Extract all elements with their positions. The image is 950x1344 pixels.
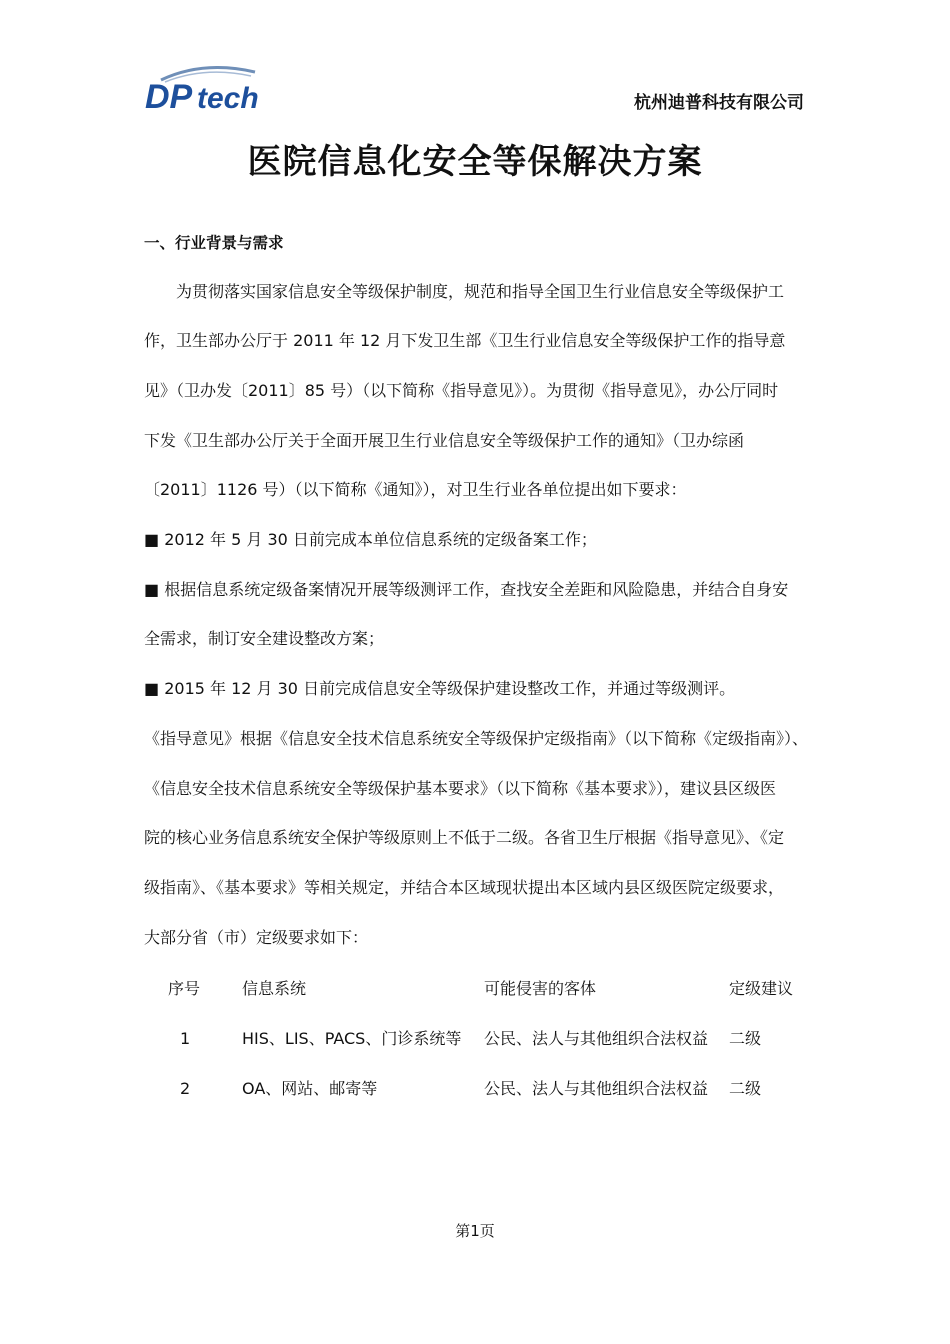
paragraph-line: 全需求，制订安全建设整改方案； — [144, 629, 385, 648]
paragraph-line: 为贯彻落实国家信息安全等级保护制度，规范和指导全国卫生行业信息安全等级保护工 — [176, 282, 785, 301]
table-row — [144, 1028, 824, 1078]
header-cell-object: 可能侵害的客体 — [484, 979, 597, 998]
bullet-item: ■ 2012 年 5 月 30 日前完成本单位信息系统的定级备案工作； — [144, 530, 597, 549]
bullet-item: ■ 根据信息系统定级备案情况开展等级测评工作，查找安全差距和风险隐患，并结合自身安 — [144, 580, 789, 599]
paragraph-line: 〔2011〕1126 号）（以下简称《通知》），对卫生行业各单位提出如下要求： — [144, 480, 687, 499]
company-name: 杭州迪普科技有限公司 — [634, 93, 804, 113]
table-cell: 二级 — [729, 1029, 762, 1048]
paragraph-line: 见》（卫办发〔2011〕85 号）（以下简称《指导意见》）。为贯彻《指导意见》，办公厅同时 — [144, 381, 779, 400]
table-row — [144, 1078, 824, 1128]
paragraph-line: 《指导意见》根据《信息安全技术信息系统安全等级保护定级指南》（以下简称《定级指南》）、 — [144, 729, 809, 748]
table-cell: 公民、法人与其他组织合法权益 — [484, 1029, 709, 1048]
page-number: 第1页 — [455, 1222, 495, 1240]
dptech-logo — [143, 66, 261, 112]
paragraph-line: 《信息安全技术信息系统安全等级保护基本要求》（以下简称《基本要求》），建议县区级医 — [144, 779, 777, 798]
table-cell: HIS、LIS、PACS、门诊系统等 — [242, 1029, 462, 1048]
paragraph-line: 院的核心业务信息系统安全保护等级原则上不低于二级。各省卫生厅根据《指导意见》、《定 — [144, 828, 785, 847]
section-heading: 一、行业背景与需求 — [144, 234, 284, 252]
document-title: 医院信息化安全等保解决方案 — [247, 142, 703, 182]
paragraph-line: 作，卫生部办公厅于 2011 年 12 月下发卫生部《卫生行业信息安全等级保护工作的指导意 — [144, 331, 786, 350]
table-cell: 2 — [180, 1079, 191, 1098]
paragraph-line: 级指南》、《基本要求》等相关规定，并结合本区域现状提出本区域内县区级医院定级要求， — [144, 878, 785, 897]
grading-table — [144, 978, 824, 1128]
bullet-item: ■ 2015 年 12 月 30 日前完成信息安全等级保护建设整改工作，并通过等级测评。 — [144, 679, 736, 698]
svg-text:tech: tech — [197, 82, 259, 112]
svg-text:DP: DP — [145, 78, 193, 112]
table-header-row — [144, 978, 824, 1028]
paragraph-line: 下发《卫生部办公厅关于全面开展卫生行业信息安全等级保护工作的通知》（卫办综函 — [144, 431, 745, 450]
table-cell: 1 — [180, 1029, 191, 1048]
header-cell-index: 序号 — [168, 979, 201, 998]
table-cell: 公民、法人与其他组织合法权益 — [484, 1079, 709, 1098]
header-cell-system: 信息系统 — [242, 979, 307, 998]
table-cell: OA、网站、邮寄等 — [242, 1079, 378, 1098]
header-cell-level: 定级建议 — [729, 979, 794, 998]
table-cell: 二级 — [729, 1079, 762, 1098]
paragraph-line: 大部分省（市）定级要求如下： — [144, 928, 369, 947]
